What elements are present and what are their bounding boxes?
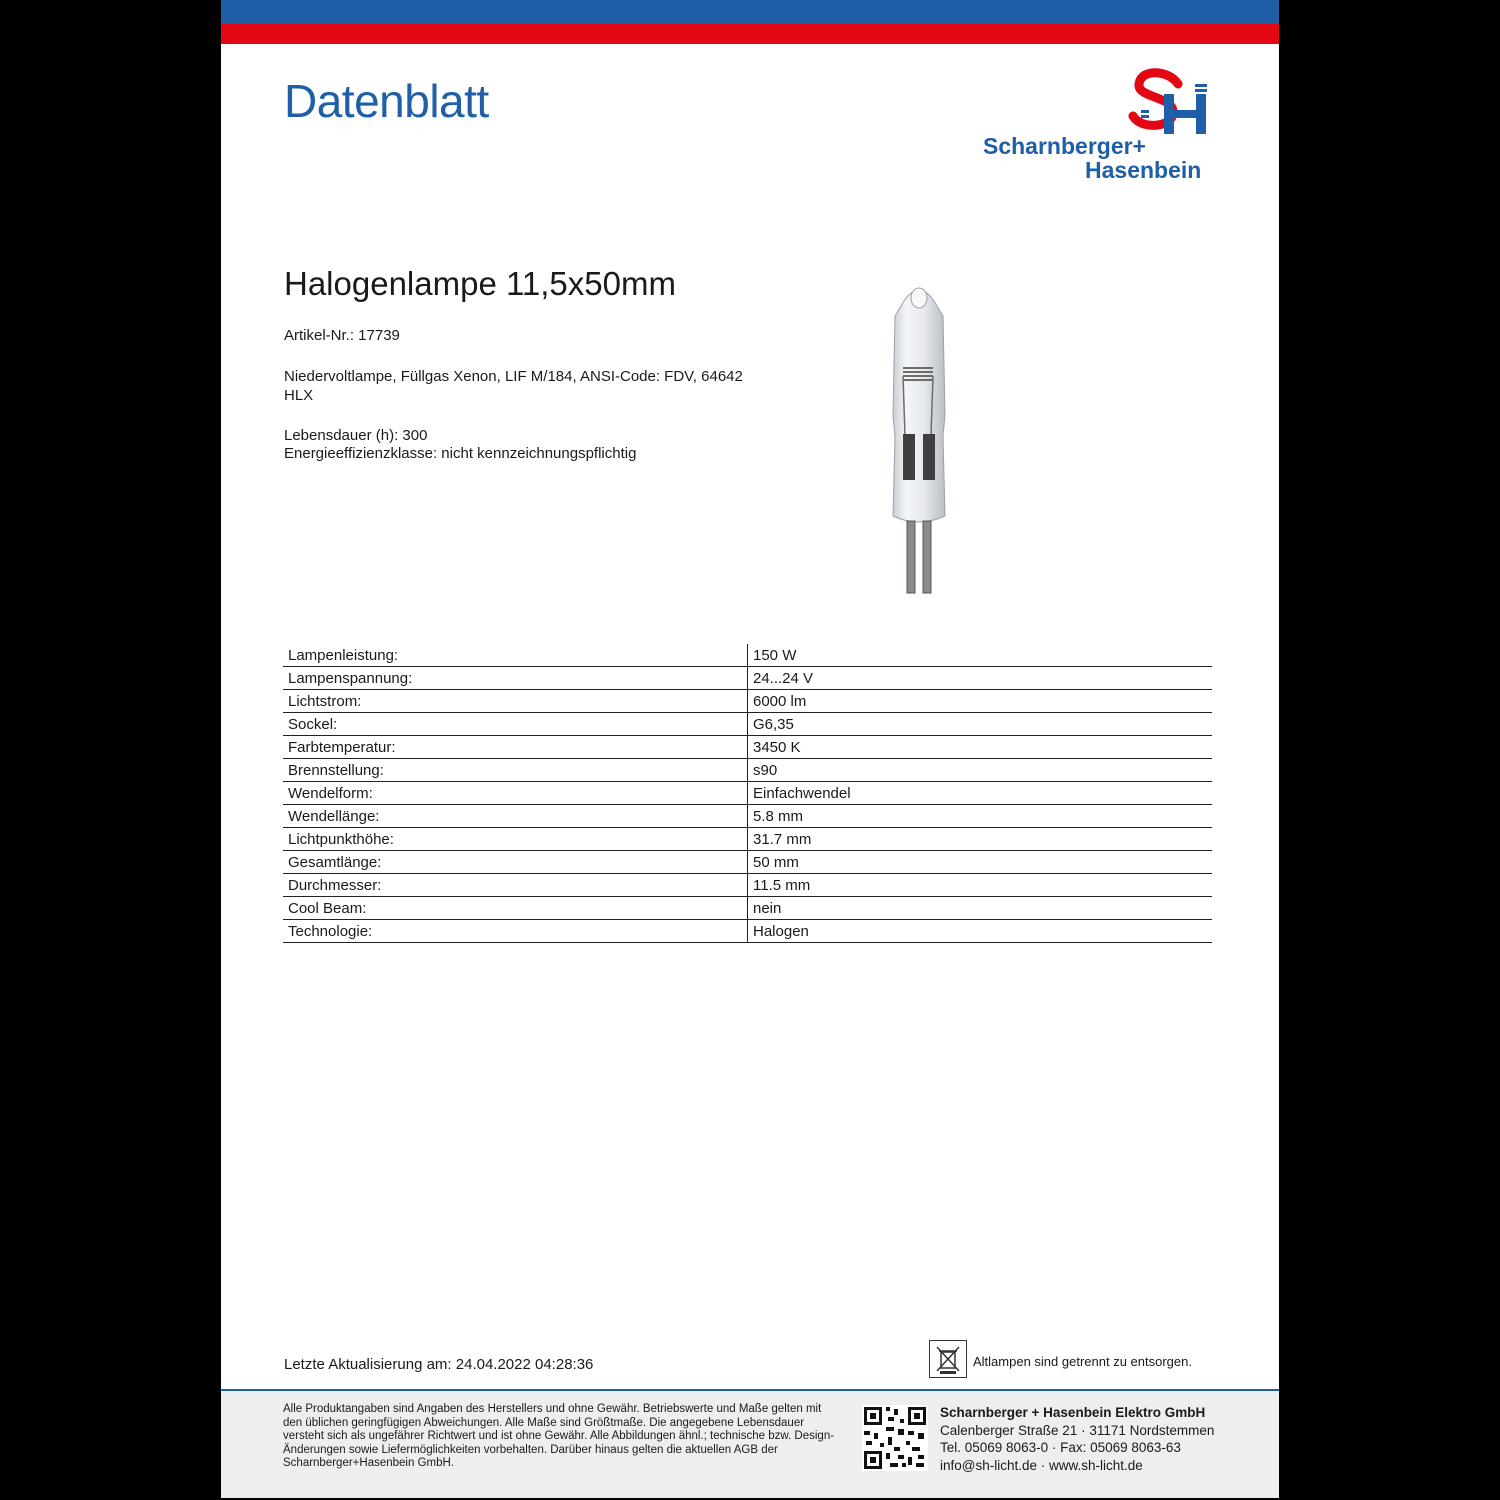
company-name: Scharnberger + Hasenbein Elektro GmbH	[940, 1405, 1206, 1420]
last-updated: Letzte Aktualisierung am: 24.04.2022 04:28:36	[284, 1356, 594, 1373]
company-address: Calenberger Straße 21 · 31171 Nordstemmen	[940, 1422, 1215, 1438]
company-logo	[981, 66, 1216, 186]
spec-label: Farbtemperatur:	[283, 736, 748, 759]
company-phone: Tel. 05069 8063-0 · Fax: 05069 8063-63	[940, 1440, 1181, 1455]
spec-row	[283, 782, 1212, 805]
spec-value: 3450 K	[748, 736, 1213, 759]
spec-label: Wendellänge:	[283, 805, 748, 828]
spec-row	[283, 690, 1212, 713]
spec-label: Gesamtlänge:	[283, 851, 748, 874]
datasheet-page	[221, 0, 1279, 1498]
product-title: Halogenlampe 11,5x50mm	[284, 265, 676, 302]
spec-row	[283, 851, 1212, 874]
spec-value: Einfachwendel	[748, 782, 1213, 805]
sh-logo-icon	[981, 66, 1216, 136]
spec-label: Lampenspannung:	[283, 667, 748, 690]
spec-row	[283, 759, 1212, 782]
crossed-bin-icon	[929, 1340, 967, 1378]
spec-value: 150 W	[748, 644, 1213, 667]
spec-value: 6000 lm	[748, 690, 1213, 713]
spec-value: nein	[748, 897, 1213, 920]
disclaimer-text: Alle Produktangaben sind Angaben des Herstellers und ohne Gewähr. Betriebswerte und Maße gelten mit den üblichen geringfügigen Abweichungen. Alle Maße sind Größtmaße. Die angegebene Lebensdauer versteht sich als ungefährer Richtwert und ist ohne Gewähr. Alle Abbildungen ähnl.; technische bzw. Design-Änderungen sowie Liefermöglichkeiten vorbehalten. Darüber hinaus gelten die aktuellen AGB der Scharnberger+Hasenbein GmbH.	[283, 1403, 835, 1469]
company-contact	[940, 1404, 1214, 1474]
spec-value: 50 mm	[748, 851, 1213, 874]
qr-code-icon	[862, 1405, 928, 1471]
spec-table	[283, 644, 1212, 943]
footer	[221, 1389, 1279, 1498]
energy-class: Energieeffizienzklasse: nicht kennzeichnungspflichtig	[284, 445, 637, 462]
header-stripe-blue	[221, 0, 1279, 24]
halogen-lamp-photo-icon	[859, 276, 979, 601]
spec-label: Cool Beam:	[283, 897, 748, 920]
spec-row	[283, 736, 1212, 759]
spec-row	[283, 713, 1212, 736]
lifetime: Lebensdauer (h): 300	[284, 427, 428, 444]
disposal-text: Altlampen sind getrennt zu entsorgen.	[973, 1354, 1192, 1369]
spec-value: 11.5 mm	[748, 874, 1213, 897]
spec-label: Lichtpunkthöhe:	[283, 828, 748, 851]
spec-label: Durchmesser:	[283, 874, 748, 897]
spec-row	[283, 667, 1212, 690]
spec-label: Lampenleistung:	[283, 644, 748, 667]
spec-row	[283, 920, 1212, 943]
logo-text-line2: Hasenbein	[1085, 157, 1202, 183]
spec-row	[283, 828, 1212, 851]
spec-label: Sockel:	[283, 713, 748, 736]
document-title: Datenblatt	[284, 75, 489, 127]
spec-value: G6,35	[748, 713, 1213, 736]
spec-row	[283, 805, 1212, 828]
spec-label: Technologie:	[283, 920, 748, 943]
spec-value: s90	[748, 759, 1213, 782]
company-web: info@sh-licht.de · www.sh-licht.de	[940, 1457, 1143, 1473]
spec-value: 24...24 V	[748, 667, 1213, 690]
spec-row	[283, 874, 1212, 897]
spec-label: Brennstellung:	[283, 759, 748, 782]
logo-text-line1: Scharnberger+	[983, 133, 1146, 159]
spec-row	[283, 644, 1212, 667]
spec-value: 31.7 mm	[748, 828, 1213, 851]
spec-value: 5.8 mm	[748, 805, 1213, 828]
spec-value: Halogen	[748, 920, 1213, 943]
spec-row	[283, 897, 1212, 920]
article-number: Artikel-Nr.: 17739	[284, 327, 400, 344]
spec-label: Lichtstrom:	[283, 690, 748, 713]
product-description: Niedervoltlampe, Füllgas Xenon, LIF M/184, ANSI-Code: FDV, 64642 HLX	[284, 368, 743, 404]
header-stripe-red	[221, 24, 1279, 44]
disposal-note	[929, 1340, 1229, 1380]
spec-label: Wendelform:	[283, 782, 748, 805]
